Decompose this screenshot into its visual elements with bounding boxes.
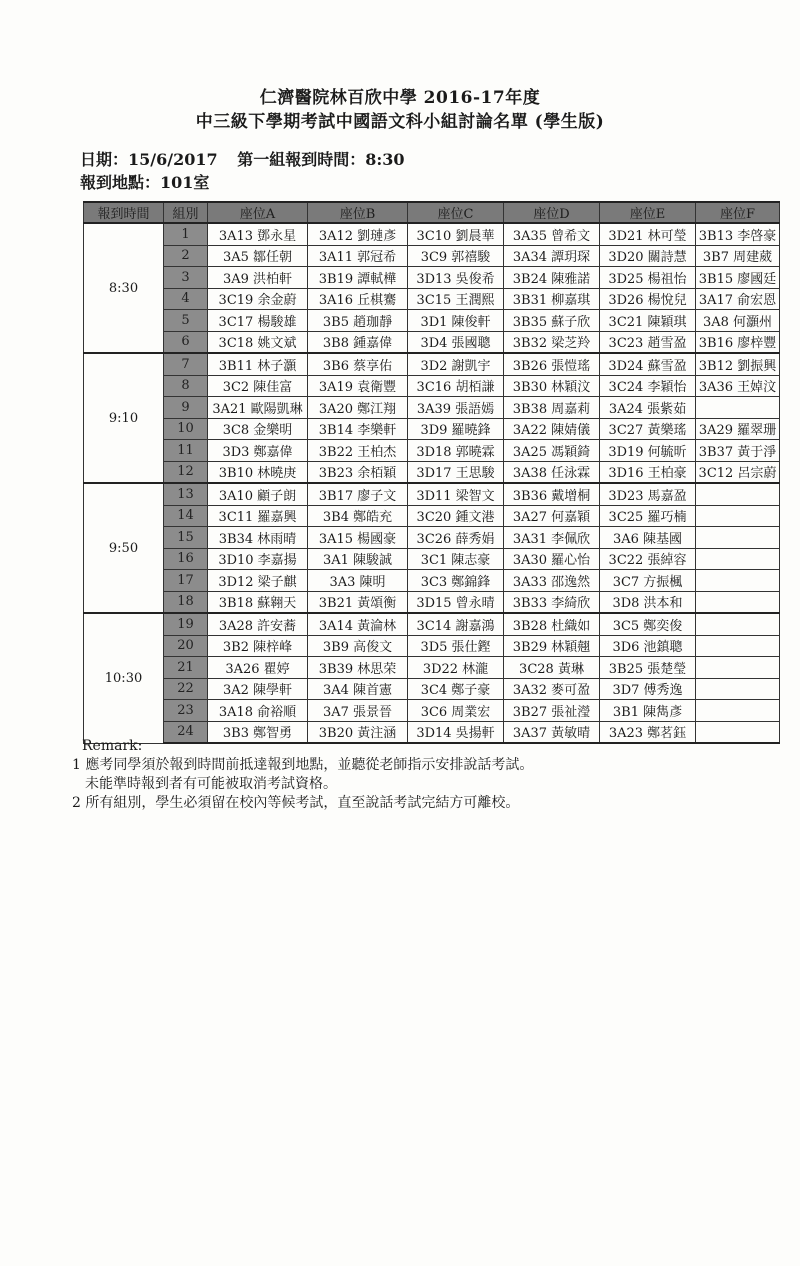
table-row <box>84 288 780 310</box>
group-number-cell: 6 <box>164 331 208 353</box>
remarks-section <box>72 737 533 813</box>
table-row <box>84 657 780 679</box>
seat-cell: 3C12 呂宗蔚 <box>696 461 780 483</box>
seat-cell: 3A24 張紫茹 <box>600 397 696 419</box>
column-header: 報到時間 <box>84 202 164 223</box>
seat-cell <box>696 570 780 592</box>
seat-cell: 3B3 鄭智勇 <box>208 721 308 743</box>
seat-cell <box>696 548 780 570</box>
seat-cell: 3B23 余栢穎 <box>308 461 408 483</box>
group-number-cell: 16 <box>164 548 208 570</box>
seat-cell: 3D10 李嘉揚 <box>208 548 308 570</box>
seat-cell: 3D13 吳俊希 <box>408 267 504 289</box>
table-header-row <box>84 202 780 223</box>
table-body <box>84 223 780 743</box>
column-header: 座位C <box>408 202 504 223</box>
seat-cell: 3A35 曾希文 <box>504 223 600 245</box>
seat-cell: 3D20 關詩慧 <box>600 245 696 267</box>
seat-cell: 3A1 陳駿誠 <box>308 548 408 570</box>
seat-cell: 3A26 瞿婷 <box>208 657 308 679</box>
document-title: 仁濟醫院林百欣中學 2016-17年度 <box>259 88 541 108</box>
seat-cell: 3D2 謝凱宇 <box>408 353 504 375</box>
group-number-cell: 20 <box>164 635 208 657</box>
seat-cell: 3D3 鄭嘉偉 <box>208 440 308 462</box>
seat-cell: 3C19 余金蔚 <box>208 288 308 310</box>
remarks-heading: Remark: <box>82 738 143 754</box>
group-number-cell: 24 <box>164 721 208 743</box>
report-time-cell: 10:30 <box>84 613 164 743</box>
seat-cell: 3B29 林穎翹 <box>504 635 600 657</box>
seat-cell: 3B36 戴增桐 <box>504 483 600 505</box>
seat-cell: 3A8 何灝州 <box>696 310 780 332</box>
group-number-cell: 12 <box>164 461 208 483</box>
group-number-cell: 15 <box>164 527 208 549</box>
seat-cell: 3C20 鍾文港 <box>408 505 504 527</box>
seat-cell <box>696 505 780 527</box>
group-number-cell: 23 <box>164 700 208 722</box>
seat-cell: 3B26 張愷瑤 <box>504 353 600 375</box>
seat-cell: 3B10 林曉庚 <box>208 461 308 483</box>
group-number-cell: 22 <box>164 678 208 700</box>
seat-cell: 3C28 黃琳 <box>504 657 600 679</box>
seat-cell: 3B2 陳梓峰 <box>208 635 308 657</box>
seat-cell: 3C5 鄭奕俊 <box>600 613 696 635</box>
report-time-cell: 8:30 <box>84 223 164 353</box>
seat-cell: 3C16 胡栢謙 <box>408 375 504 397</box>
group-number-cell: 17 <box>164 570 208 592</box>
table-row <box>84 678 780 700</box>
seat-cell: 3B34 林雨晴 <box>208 527 308 549</box>
table-row <box>84 527 780 549</box>
seat-cell: 3A38 任泳霖 <box>504 461 600 483</box>
group-number-cell: 7 <box>164 353 208 375</box>
seat-cell: 3A13 鄧永星 <box>208 223 308 245</box>
seat-cell: 3D7 傅秀逸 <box>600 678 696 700</box>
seat-cell <box>696 700 780 722</box>
table-row <box>84 331 780 353</box>
seat-cell: 3C17 楊駿雄 <box>208 310 308 332</box>
seat-cell: 3B4 鄭皓充 <box>308 505 408 527</box>
seat-cell: 3A31 李佩欣 <box>504 527 600 549</box>
table-row <box>84 483 780 505</box>
seat-cell: 3C3 鄭錦鋒 <box>408 570 504 592</box>
seat-cell: 3A34 譚玥琛 <box>504 245 600 267</box>
seat-cell <box>696 397 780 419</box>
seat-cell: 3B8 鍾嘉偉 <box>308 331 408 353</box>
table-row <box>84 548 780 570</box>
seat-cell: 3D4 張國聰 <box>408 331 504 353</box>
group-number-cell: 10 <box>164 418 208 440</box>
seat-cell: 3A29 羅翠珊 <box>696 418 780 440</box>
table-row <box>84 440 780 462</box>
seat-cell: 3B16 廖梓豐 <box>696 331 780 353</box>
seat-cell: 3A20 鄭江翔 <box>308 397 408 419</box>
seat-cell: 3D24 蘇雪盈 <box>600 353 696 375</box>
seat-cell: 3C11 羅嘉興 <box>208 505 308 527</box>
table-row <box>84 310 780 332</box>
seat-cell: 3D9 羅曉鋒 <box>408 418 504 440</box>
seat-cell: 3B28 杜織如 <box>504 613 600 635</box>
seat-cell: 3B11 林子灝 <box>208 353 308 375</box>
seat-cell: 3D22 林瀧 <box>408 657 504 679</box>
seat-cell: 3A39 張語嫣 <box>408 397 504 419</box>
seat-cell: 3C25 羅巧楠 <box>600 505 696 527</box>
seat-cell: 3D8 洪本和 <box>600 591 696 613</box>
table-row <box>84 418 780 440</box>
group-number-cell: 13 <box>164 483 208 505</box>
seat-cell: 3D25 楊祖怡 <box>600 267 696 289</box>
seat-cell: 3D18 郭曉霖 <box>408 440 504 462</box>
seat-cell: 3B33 李綺欣 <box>504 591 600 613</box>
seat-cell <box>696 483 780 505</box>
remark-item: 1 應考同學須於報到時間前抵達報到地點，並聽從老師指示安排說話考試。 <box>72 757 534 773</box>
seat-cell: 3B6 蔡享佑 <box>308 353 408 375</box>
seat-cell: 3C18 姚文斌 <box>208 331 308 353</box>
seat-cell: 3A19 袁衛豐 <box>308 375 408 397</box>
seat-cell: 3C2 陳佳富 <box>208 375 308 397</box>
seat-cell: 3A23 鄭茗鈺 <box>600 721 696 743</box>
seat-cell: 3B7 周建葳 <box>696 245 780 267</box>
seat-cell: 3B24 陳雅諾 <box>504 267 600 289</box>
seat-cell: 3D23 馬嘉盈 <box>600 483 696 505</box>
seat-cell: 3C6 周業宏 <box>408 700 504 722</box>
seat-cell: 3C15 王潤熙 <box>408 288 504 310</box>
seat-cell: 3C21 陳穎琪 <box>600 310 696 332</box>
table-row <box>84 245 780 267</box>
seat-cell: 3D1 陳俊軒 <box>408 310 504 332</box>
seat-cell: 3A2 陳學軒 <box>208 678 308 700</box>
seat-cell: 3D26 楊悅兒 <box>600 288 696 310</box>
seat-cell: 3B17 廖子文 <box>308 483 408 505</box>
seat-cell: 3B27 張祉瀅 <box>504 700 600 722</box>
seat-cell: 3A30 羅心怡 <box>504 548 600 570</box>
seat-cell: 3C4 鄭子豪 <box>408 678 504 700</box>
seat-cell: 3C1 陳志豪 <box>408 548 504 570</box>
group-number-cell: 19 <box>164 613 208 635</box>
seat-cell: 3A7 張景晉 <box>308 700 408 722</box>
seat-cell: 3A22 陳婧儀 <box>504 418 600 440</box>
group-number-cell: 14 <box>164 505 208 527</box>
group-number-cell: 2 <box>164 245 208 267</box>
report-time-cell: 9:50 <box>84 483 164 613</box>
location-line: 報到地點：101室 <box>80 173 210 192</box>
seat-cell: 3C24 李穎怡 <box>600 375 696 397</box>
roster-table <box>83 201 780 744</box>
seat-cell: 3A21 歐陽凱琳 <box>208 397 308 419</box>
column-header: 座位A <box>208 202 308 223</box>
table-row <box>84 375 780 397</box>
seat-cell: 3A9 洪柏軒 <box>208 267 308 289</box>
date-line <box>80 147 419 170</box>
seat-cell: 3B30 林穎汶 <box>504 375 600 397</box>
group-number-cell: 5 <box>164 310 208 332</box>
column-header: 座位D <box>504 202 600 223</box>
seat-cell <box>696 657 780 679</box>
first-group-time: 第一組報到時間：8:30 <box>237 150 405 169</box>
seat-cell: 3D5 張仕鏗 <box>408 635 504 657</box>
table-row <box>84 223 780 245</box>
seat-cell: 3A6 陳基國 <box>600 527 696 549</box>
seat-cell: 3A15 楊國豪 <box>308 527 408 549</box>
seat-cell <box>696 678 780 700</box>
remark-item: 未能準時報到者有可能被取消考試資格。 <box>85 776 337 792</box>
seat-cell: 3D14 吳揚軒 <box>408 721 504 743</box>
seat-cell: 3A25 馮穎錡 <box>504 440 600 462</box>
group-number-cell: 3 <box>164 267 208 289</box>
group-number-cell: 21 <box>164 657 208 679</box>
seat-cell: 3B1 陳雋彥 <box>600 700 696 722</box>
seat-cell: 3C27 黃樂瑤 <box>600 418 696 440</box>
table-row <box>84 267 780 289</box>
table-row <box>84 397 780 419</box>
column-header: 組別 <box>164 202 208 223</box>
seat-cell: 3B18 蘇翱天 <box>208 591 308 613</box>
seat-cell: 3A36 王婥汶 <box>696 375 780 397</box>
seat-cell: 3A12 劉璉彥 <box>308 223 408 245</box>
seat-cell <box>696 527 780 549</box>
column-header: 座位F <box>696 202 780 223</box>
seat-cell: 3D17 王思駿 <box>408 461 504 483</box>
seat-cell: 3D16 王柏豪 <box>600 461 696 483</box>
seat-cell: 3C22 張綽容 <box>600 548 696 570</box>
report-time-cell: 9:10 <box>84 353 164 483</box>
table-row <box>84 570 780 592</box>
group-number-cell: 8 <box>164 375 208 397</box>
seat-cell: 3B37 黃于淨 <box>696 440 780 462</box>
document-subtitle: 中三級下學期考試中國語文科小組討論名單 (學生版) <box>195 112 605 132</box>
group-number-cell: 11 <box>164 440 208 462</box>
group-number-cell: 9 <box>164 397 208 419</box>
seat-cell: 3A4 陳首憲 <box>308 678 408 700</box>
seat-cell: 3A5 鄒任朝 <box>208 245 308 267</box>
seat-cell: 3B9 高俊文 <box>308 635 408 657</box>
seat-cell: 3B25 張楚瑩 <box>600 657 696 679</box>
seat-cell: 3C26 薛秀娟 <box>408 527 504 549</box>
seat-cell: 3A11 郭冠希 <box>308 245 408 267</box>
seat-cell: 3A3 陳明 <box>308 570 408 592</box>
seat-cell: 3A17 俞宏恩 <box>696 288 780 310</box>
remark-item: 2 所有組別，學生必須留在校內等候考試，直至說話考試完結方可離校。 <box>72 795 520 811</box>
seat-cell: 3A27 何嘉穎 <box>504 505 600 527</box>
seat-cell: 3B31 柳嘉琪 <box>504 288 600 310</box>
seat-cell: 3B21 黃頌衡 <box>308 591 408 613</box>
seat-cell: 3A16 丘棋騫 <box>308 288 408 310</box>
seat-cell: 3B32 梁芝羚 <box>504 331 600 353</box>
table-row <box>84 635 780 657</box>
column-header: 座位E <box>600 202 696 223</box>
seat-cell: 3B5 趙珈靜 <box>308 310 408 332</box>
seat-cell: 3B14 李樂軒 <box>308 418 408 440</box>
seat-cell <box>696 635 780 657</box>
seat-cell: 3B12 劉振興 <box>696 353 780 375</box>
seat-cell: 3B35 蘇子欣 <box>504 310 600 332</box>
seat-cell: 3C9 郭禧駿 <box>408 245 504 267</box>
seat-cell: 3A10 顧子朗 <box>208 483 308 505</box>
seat-cell: 3D21 林可瑩 <box>600 223 696 245</box>
seat-cell: 3D11 梁智文 <box>408 483 504 505</box>
seat-cell: 3D19 何毓昕 <box>600 440 696 462</box>
table-row <box>84 461 780 483</box>
group-number-cell: 18 <box>164 591 208 613</box>
seat-cell: 3C8 金樂明 <box>208 418 308 440</box>
seat-cell: 3A33 邵逸然 <box>504 570 600 592</box>
group-number-cell: 4 <box>164 288 208 310</box>
seat-cell: 3B15 廖國廷 <box>696 267 780 289</box>
seat-cell: 3A37 黃敏晴 <box>504 721 600 743</box>
seat-cell: 3D12 梁子麒 <box>208 570 308 592</box>
seat-cell: 3C7 方振楓 <box>600 570 696 592</box>
seat-cell <box>696 591 780 613</box>
seat-cell <box>696 721 780 743</box>
seat-cell: 3C10 劉晨華 <box>408 223 504 245</box>
seat-cell: 3D6 池鎮聰 <box>600 635 696 657</box>
column-header: 座位B <box>308 202 408 223</box>
seat-cell: 3D15 曾永晴 <box>408 591 504 613</box>
group-number-cell: 1 <box>164 223 208 245</box>
seat-cell: 3B39 林思荣 <box>308 657 408 679</box>
seat-cell: 3B22 王柏杰 <box>308 440 408 462</box>
seat-cell <box>696 613 780 635</box>
exam-date: 日期：15/6/2017 <box>80 150 218 169</box>
table-row <box>84 613 780 635</box>
seat-cell: 3A14 黃淪林 <box>308 613 408 635</box>
seat-cell: 3A32 麥可盈 <box>504 678 600 700</box>
table-row <box>84 700 780 722</box>
table-row <box>84 353 780 375</box>
seat-cell: 3B38 周嘉莉 <box>504 397 600 419</box>
table-row <box>84 505 780 527</box>
seat-cell: 3C14 謝嘉鴻 <box>408 613 504 635</box>
seat-cell: 3B19 譚軾樺 <box>308 267 408 289</box>
seat-cell: 3B13 李啓豪 <box>696 223 780 245</box>
table-row <box>84 591 780 613</box>
seat-cell: 3A28 許安蕎 <box>208 613 308 635</box>
seat-cell: 3A18 俞裕順 <box>208 700 308 722</box>
seat-cell: 3B20 黃注涵 <box>308 721 408 743</box>
seat-cell: 3C23 趙雪盈 <box>600 331 696 353</box>
